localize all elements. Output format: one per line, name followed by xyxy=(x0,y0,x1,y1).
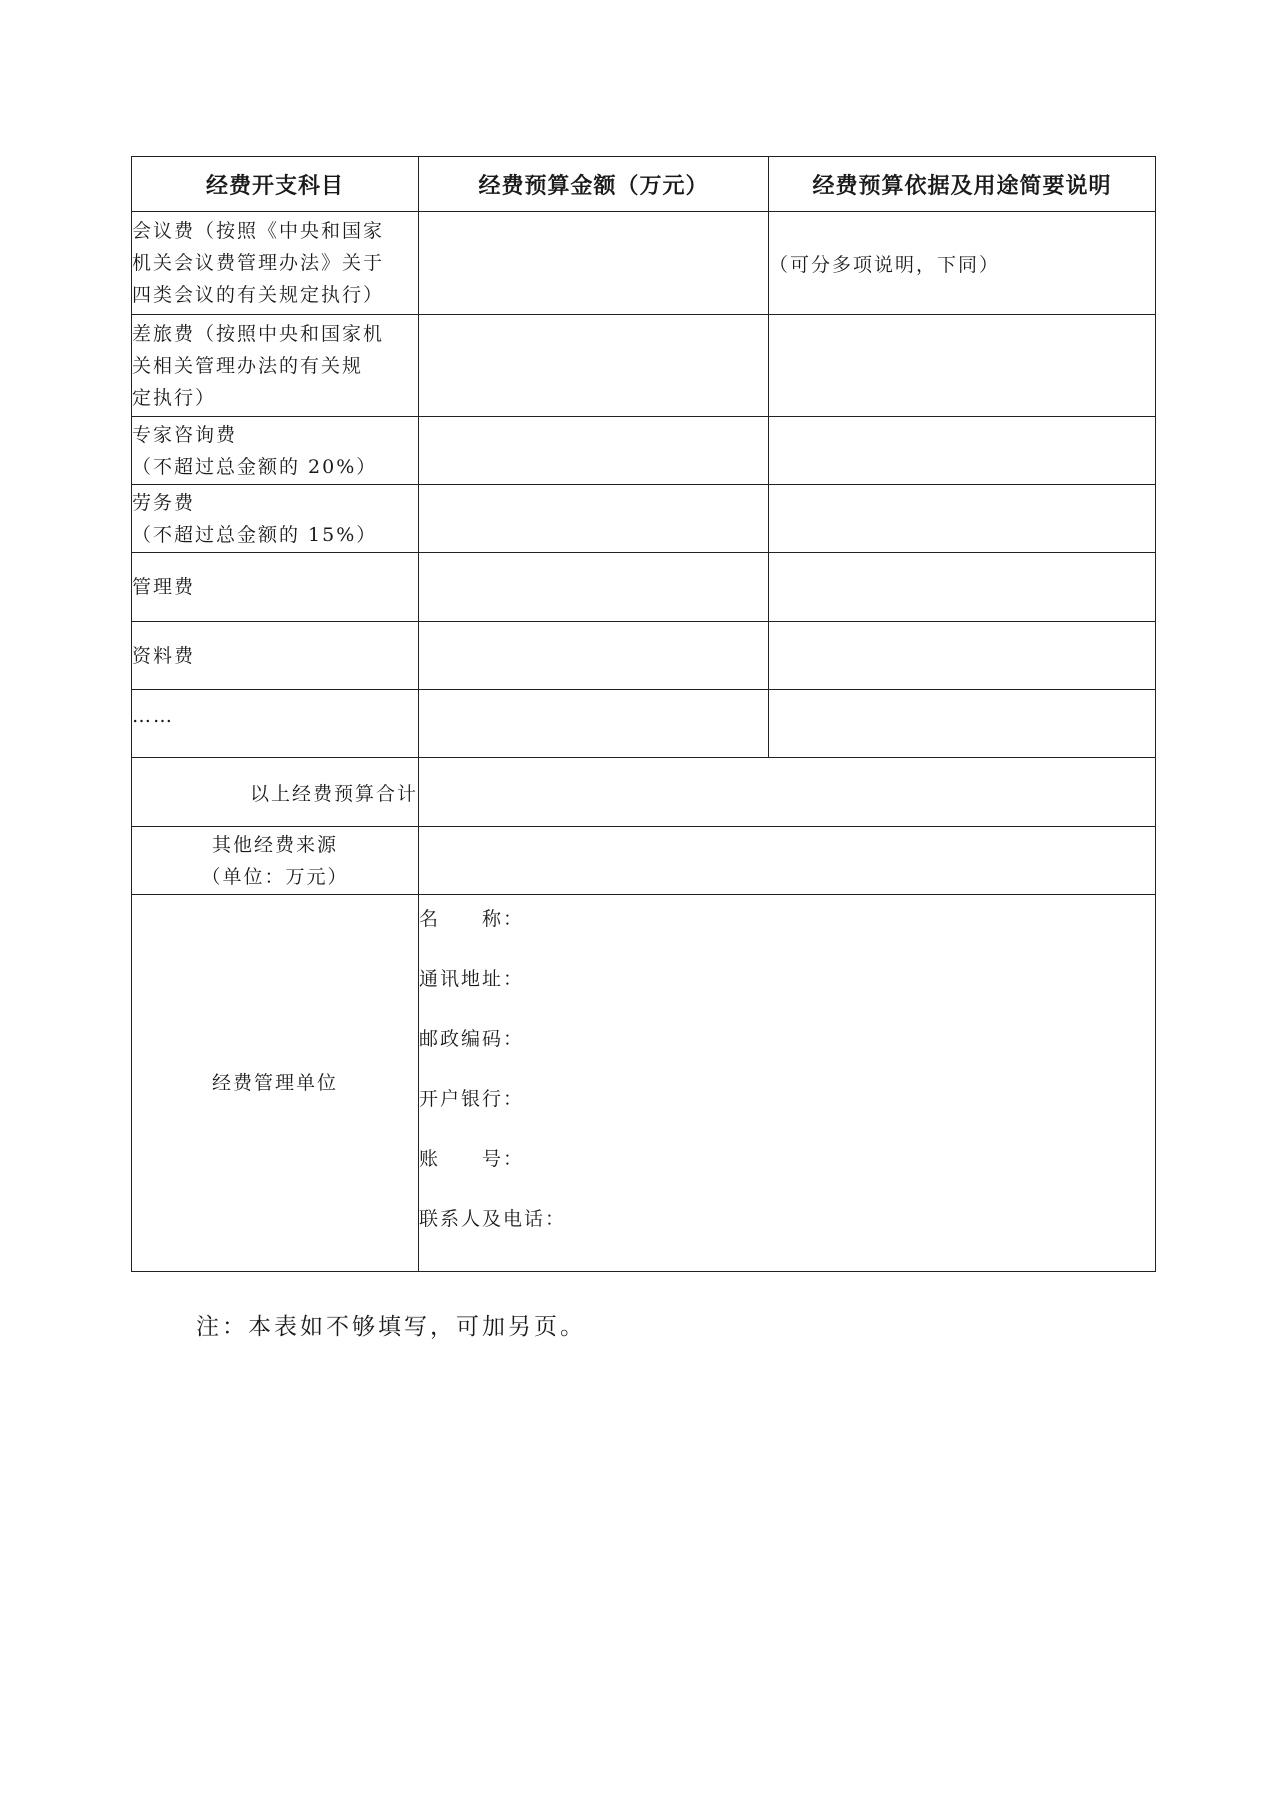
total-label: 以上经费预算合计 xyxy=(132,758,419,827)
budget-table xyxy=(131,156,1156,1272)
unit-field-account[interactable]: 账 号： xyxy=(419,1148,525,1170)
amount-cell[interactable] xyxy=(419,622,769,690)
table-row-travel xyxy=(132,315,1156,417)
item-cell xyxy=(132,212,419,315)
header-budget-amount: 经费预算金额（万元） xyxy=(419,157,769,212)
header-expense-item: 经费开支科目 xyxy=(132,157,419,212)
item-label-line: （不超过总金额的 20%） xyxy=(132,455,378,478)
note-cell[interactable] xyxy=(769,622,1156,690)
item-label-line: 定执行） xyxy=(132,386,217,409)
item-label-line: （不超过总金额的 15%） xyxy=(132,523,378,546)
note-cell[interactable] xyxy=(769,417,1156,485)
other-source-label-line: （单位：万元） xyxy=(201,865,349,888)
item-label-line: 机关会议费管理办法》关于 xyxy=(132,252,385,274)
table-row-management-unit xyxy=(132,895,1156,1272)
item-cell xyxy=(132,417,419,485)
note-cell[interactable] xyxy=(769,690,1156,758)
item-cell xyxy=(132,315,419,417)
amount-cell[interactable] xyxy=(419,315,769,417)
item-label-line: 会议费（按照《中央和国家 xyxy=(132,220,385,242)
note-cell[interactable] xyxy=(769,485,1156,553)
unit-field-postcode[interactable]: 邮政编码： xyxy=(419,1028,525,1050)
table-row-meeting xyxy=(132,212,1156,315)
table-row-management xyxy=(132,553,1156,622)
item-label-line: 专家咨询费 xyxy=(132,423,238,446)
unit-field-contact[interactable]: 联系人及电话： xyxy=(419,1208,567,1230)
unit-field-bank[interactable]: 开户银行： xyxy=(419,1088,525,1110)
item-label-line: 四类会议的有关规定执行） xyxy=(132,284,385,306)
amount-cell[interactable] xyxy=(419,417,769,485)
other-source-label-line: 其他经费来源 xyxy=(211,833,338,856)
item-cell xyxy=(132,690,419,758)
note-cell[interactable] xyxy=(769,553,1156,622)
table-row-etc xyxy=(132,690,1156,758)
table-row-labor xyxy=(132,485,1156,553)
unit-info-cell xyxy=(419,895,1156,1272)
item-label-line: 差旅费（按照中央和国家机 xyxy=(132,322,385,345)
footnote: 注：本表如不够填写，可加另页。 xyxy=(196,1314,586,1340)
amount-cell[interactable] xyxy=(419,485,769,553)
table-row-total xyxy=(132,758,1156,827)
item-cell xyxy=(132,485,419,553)
item-label-line: 资料费 xyxy=(132,644,196,667)
total-value-cell[interactable] xyxy=(419,758,1156,827)
item-label-line: 关相关管理办法的有关规 xyxy=(132,354,364,377)
other-source-value-cell[interactable] xyxy=(419,827,1156,895)
item-label-line: …… xyxy=(132,705,174,727)
table-row-materials xyxy=(132,622,1156,690)
item-label-line: 劳务费 xyxy=(132,491,196,514)
amount-cell[interactable] xyxy=(419,690,769,758)
unit-field-name[interactable]: 名 称： xyxy=(419,908,525,930)
unit-field-address[interactable]: 通讯地址： xyxy=(419,968,525,990)
table-row-other-source xyxy=(132,827,1156,895)
note-cell[interactable] xyxy=(769,315,1156,417)
amount-cell[interactable] xyxy=(419,212,769,315)
item-cell xyxy=(132,622,419,690)
amount-cell[interactable] xyxy=(419,553,769,622)
note-cell[interactable]: （可分多项说明，下同） xyxy=(769,212,1156,315)
item-cell xyxy=(132,553,419,622)
table-row-expert xyxy=(132,417,1156,485)
unit-label: 经费管理单位 xyxy=(132,895,419,1272)
other-source-label xyxy=(132,827,419,895)
table-header-row xyxy=(132,157,1156,212)
item-label-line: 管理费 xyxy=(132,576,196,598)
header-budget-basis: 经费预算依据及用途简要说明 xyxy=(769,157,1156,212)
